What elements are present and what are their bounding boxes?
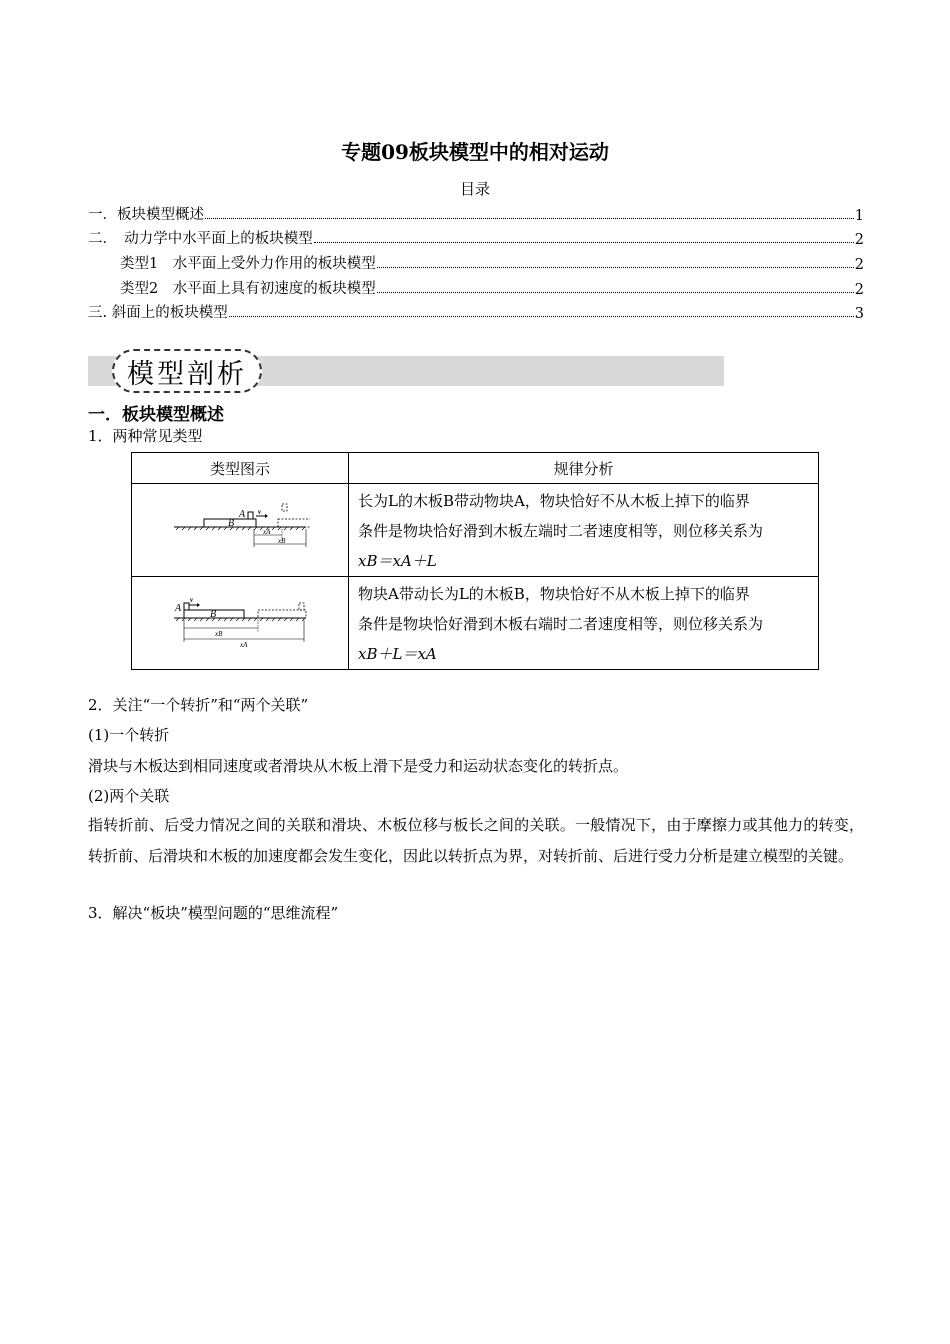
subsection-title: (2)两个关联 [88,787,170,805]
toc-title: 目录 [459,180,490,198]
toc-entry[interactable] [120,276,864,298]
item-1-title: 1．两种常见类型 [88,427,203,445]
board-b-label: B [228,518,235,529]
toc-entry-page: 1 [854,208,864,224]
figure-cell [132,577,349,670]
analysis-line: 条件是物块恰好滑到木板左端时二者速度相等，则位移关系为 [358,522,764,540]
toc-entry-page: 2 [854,232,864,248]
displacement-xa-label: xA [263,528,271,536]
item-3-title: 3．解决“板块”模型问题的“思维流程” [88,904,339,922]
board-drags-block-figure [170,497,310,559]
analysis-cell [349,484,819,577]
toc-leader-dots [229,316,854,317]
table-row [132,484,819,577]
displacement-formula: xB＝xA＋L [358,552,437,570]
toc-entry[interactable] [88,300,864,322]
toc-entry[interactable] [120,251,864,273]
model-types-table [131,452,819,670]
toc-entry-page: 2 [854,257,864,273]
toc-leader-dots [377,267,854,268]
toc-entry[interactable] [88,202,864,224]
item-2-title: 2．关注“一个转折”和“两个关联” [88,696,309,714]
displacement-xb-label: xB [215,630,223,638]
analysis-line: 长为L的木板B带动物块A，物块恰好不从木板上掉下的临界 [358,492,750,510]
displacement-xb-label: xB [278,537,286,545]
table-header-row [132,453,819,484]
toc-leader-dots [314,242,854,243]
displacement-xa-label: xA [240,641,248,649]
analysis-line: 条件是物块恰好滑到木板右端时二者速度相等，则位移关系为 [358,615,764,633]
toc-entry-label: 三. 斜面上的板块模型 [88,305,228,321]
page-title: 专题09板块模型中的相对运动 [341,140,609,164]
section-heading: 一．板块模型概述 [88,405,224,425]
toc-entry-label: 类型2 水平面上具有初速度的板块模型 [120,281,376,297]
velocity-label: v [258,508,262,516]
toc-entry[interactable] [88,226,864,248]
paragraph: 指转折前、后受力情况之间的关联和滑块、木板位移与板长之间的关联。一般情况下，由于摩擦力或其他力的转变，转折前、后滑块和木板的加速度都会发生变化，因此以转折点为界，对转折前、后进行受力分析是建立模型的关键。 [88,816,864,865]
analysis-cell [349,577,819,670]
displacement-formula: xB＋L＝xA [358,645,437,663]
figure-cell [132,484,349,577]
table-header-cell: 类型图示 [132,453,349,484]
toc-entry-label: 类型1 水平面上受外力作用的板块模型 [120,256,376,272]
toc-leader-dots [377,292,854,293]
toc-leader-dots [205,218,854,219]
table-row [132,577,819,670]
toc-entry-page: 2 [854,282,864,298]
toc-entry-label: 一．板块模型概述 [88,207,204,223]
block-a-label: A [175,603,182,614]
block-drags-board-figure [170,590,310,652]
toc-entry-label: 二． 动力学中水平面上的板块模型 [88,231,313,247]
paragraph: 滑块与木板达到相同速度或者滑块从木板上滑下是受力和运动状态变化的转折点。 [88,757,629,775]
subsection-title: (1)一个转折 [88,726,170,744]
table-header-cell: 规律分析 [349,453,819,484]
toc-entry-page: 3 [854,306,864,322]
board-b-label: B [210,609,217,620]
analysis-line: 物块A带动长为L的木板B，物块恰好不从木板上掉下的临界 [358,585,750,603]
section-banner-badge: 模型剖析 [112,349,262,393]
velocity-label: v [190,596,194,604]
block-a-label: A [239,509,246,520]
